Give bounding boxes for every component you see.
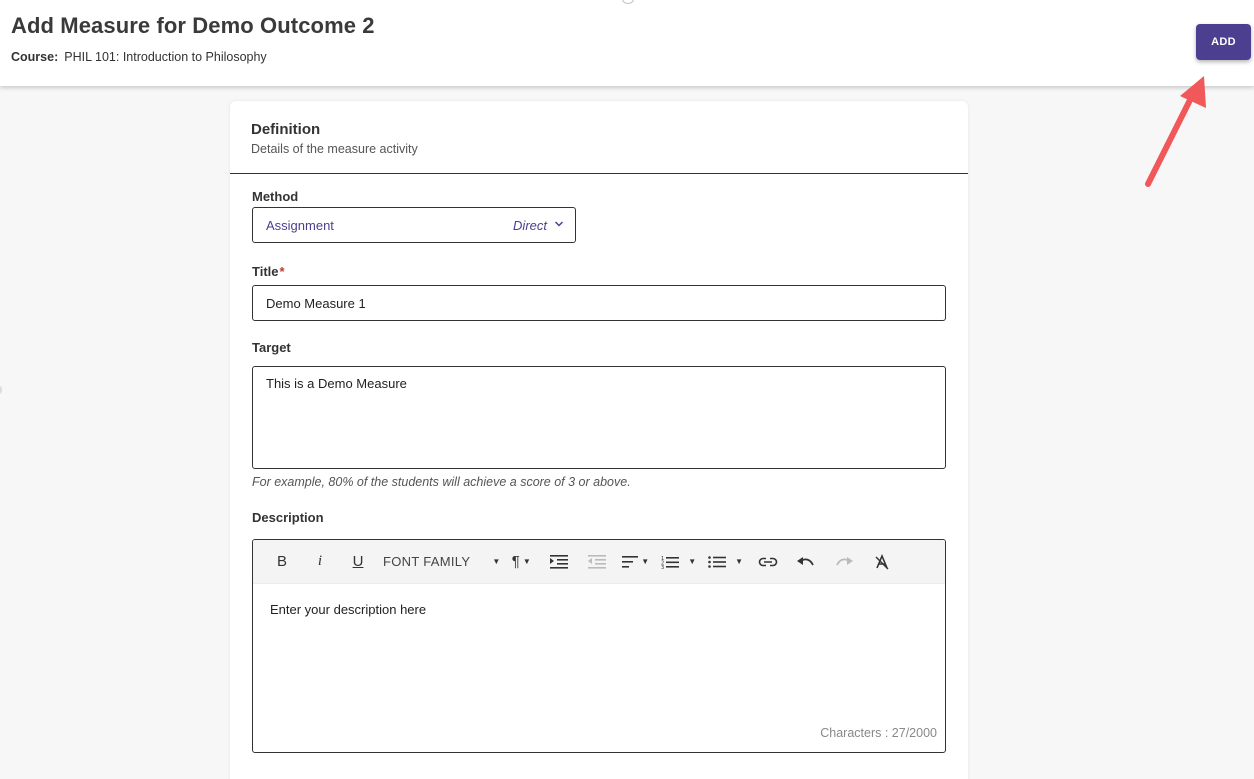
target-hint: For example, 80% of the students will achieve a score of 3 or above.	[252, 475, 631, 489]
chevron-down-icon	[554, 220, 564, 228]
redo-icon	[835, 557, 853, 567]
align-left-icon	[622, 556, 638, 568]
description-label: Description	[252, 510, 324, 525]
italic-icon: i	[317, 553, 323, 569]
definition-header	[230, 101, 968, 174]
course-value: PHIL 101: Introduction to Philosophy	[64, 50, 267, 64]
required-marker: *	[279, 264, 285, 279]
page-title: Add Measure for Demo Outcome 2	[11, 13, 375, 38]
clear-formatting-button[interactable]	[869, 548, 895, 576]
outdent-icon	[588, 555, 606, 569]
method-type: Direct	[513, 218, 547, 233]
bullet-list-dropdown[interactable]	[708, 548, 743, 576]
paragraph-icon: ¶	[511, 553, 520, 570]
add-button[interactable]: ADD	[1196, 24, 1251, 60]
definition-subtitle: Details of the measure activity	[251, 142, 418, 156]
caret-down-icon: ▼	[522, 557, 531, 566]
svg-text:1: 1	[661, 555, 665, 562]
ordered-list-icon	[661, 555, 679, 569]
ordered-list-dropdown[interactable]	[661, 548, 696, 576]
title-label-text: Title	[252, 264, 279, 279]
course-label: Course:	[11, 50, 59, 64]
indent-button[interactable]	[546, 548, 572, 576]
course-line	[11, 50, 267, 64]
undo-icon	[797, 557, 815, 567]
caret-down-icon: ▼	[641, 557, 650, 566]
align-dropdown[interactable]	[622, 548, 649, 576]
undo-button[interactable]	[793, 548, 819, 576]
editor-toolbar	[253, 540, 945, 584]
method-value: Assignment	[266, 218, 334, 233]
font-family-label: FONT FAMILY	[383, 554, 471, 569]
link-icon	[758, 557, 778, 567]
method-label: Method	[252, 189, 299, 204]
underline-button[interactable]	[345, 548, 371, 576]
insert-link-button[interactable]	[755, 548, 781, 576]
character-count: Characters : 27/2000	[820, 726, 937, 740]
annotation-arrow-icon	[1130, 70, 1220, 195]
caret-down-icon: ▼	[735, 557, 744, 566]
definition-title: Definition	[251, 121, 321, 138]
svg-text:2: 2	[661, 560, 665, 566]
bold-button[interactable]	[269, 548, 295, 576]
clear-formatting-icon	[874, 554, 890, 570]
method-select[interactable]	[252, 207, 576, 243]
paragraph-format-dropdown[interactable]	[508, 548, 534, 576]
svg-text:3: 3	[661, 564, 665, 569]
target-label: Target	[252, 340, 291, 355]
bold-icon: B	[276, 553, 287, 570]
caret-down-icon: ▼	[492, 557, 501, 566]
font-family-dropdown[interactable]	[383, 548, 500, 576]
redo-button[interactable]	[831, 548, 857, 576]
description-editor	[252, 539, 946, 753]
target-textarea[interactable]	[252, 366, 946, 469]
underline-icon: U	[352, 553, 364, 570]
italic-button[interactable]	[307, 548, 333, 576]
caret-down-icon: ▼	[688, 557, 697, 566]
left-edge-handle	[0, 386, 2, 394]
outdent-button[interactable]	[584, 548, 610, 576]
bullet-list-icon	[708, 556, 726, 568]
definition-card	[230, 101, 968, 779]
title-input[interactable]	[252, 285, 946, 321]
indent-icon	[550, 555, 568, 569]
title-label	[252, 264, 285, 279]
page-header	[0, 0, 1254, 86]
description-placeholder: Enter your description here	[270, 602, 427, 617]
description-input[interactable]	[253, 585, 945, 752]
